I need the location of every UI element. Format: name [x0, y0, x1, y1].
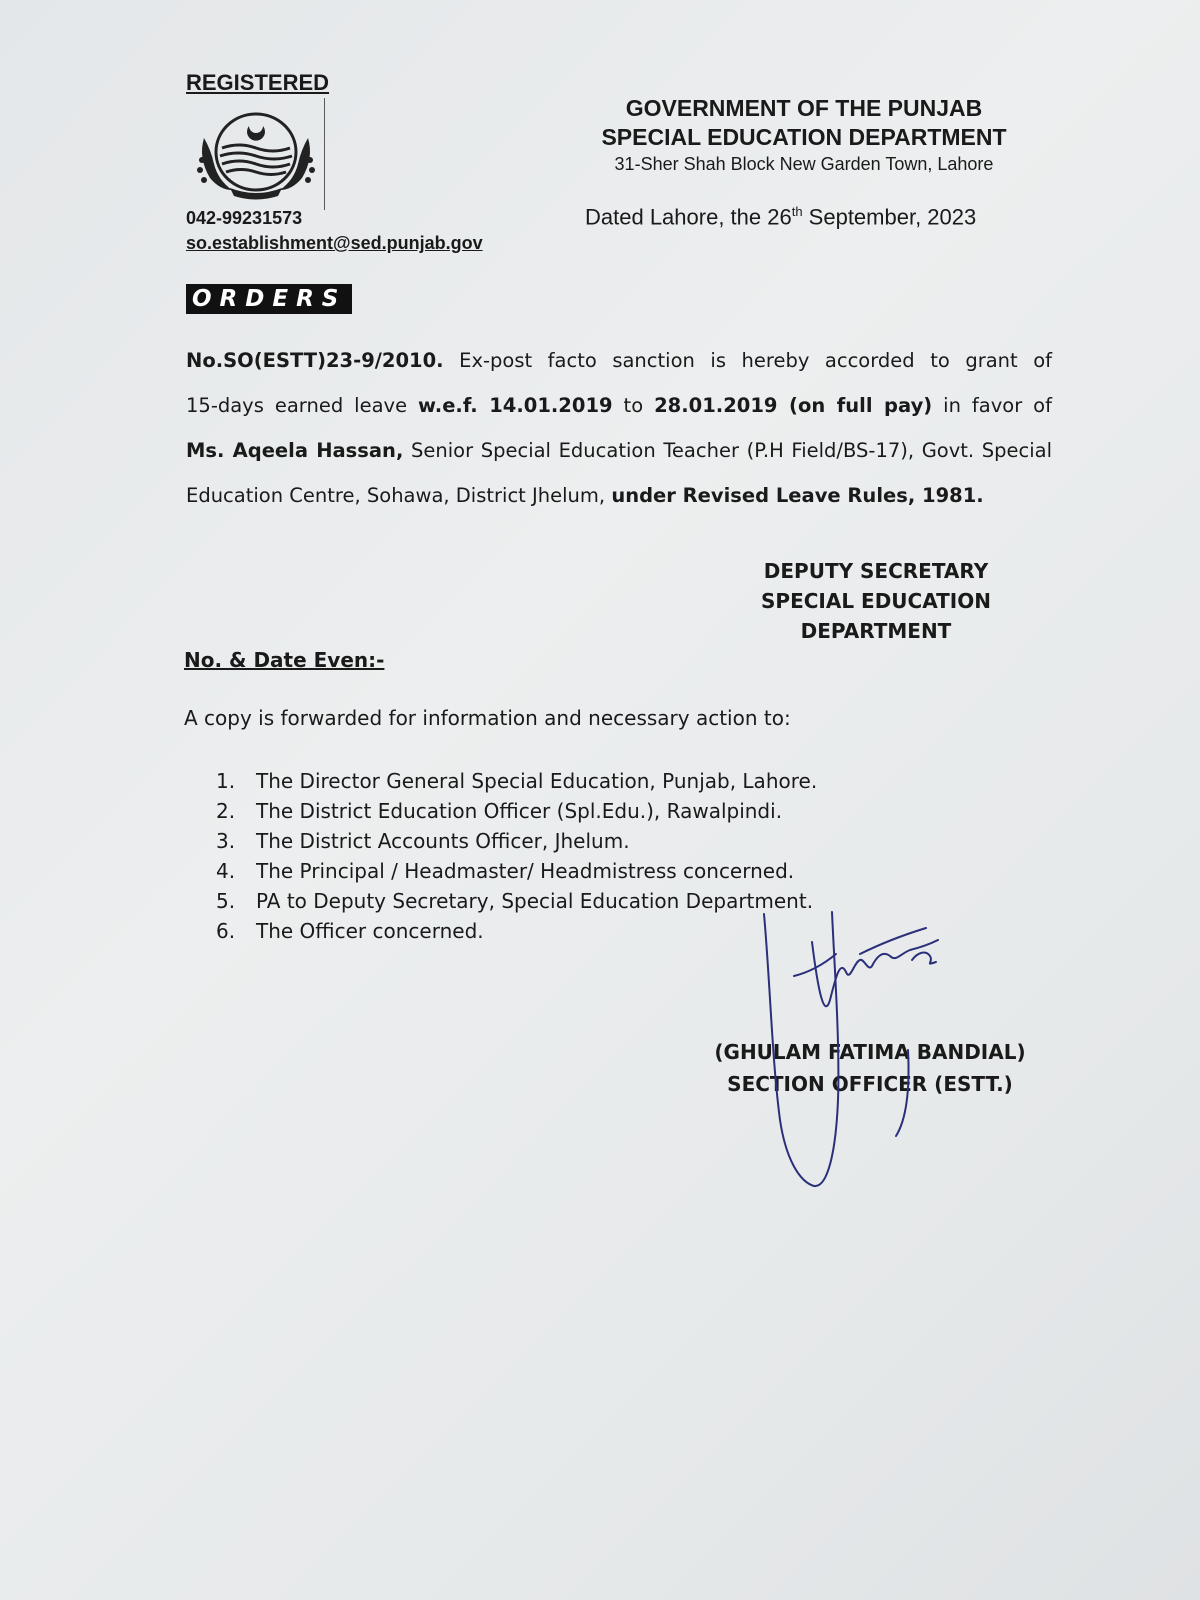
- list-number: 3.: [216, 829, 236, 853]
- dated-prefix: Dated Lahore, the 26: [585, 204, 792, 230]
- order-text-3: to: [612, 394, 655, 417]
- order-line-1: [186, 338, 1052, 383]
- list-item: [216, 766, 817, 796]
- phone-number: 042-99231573: [186, 208, 303, 228]
- department-heading: [574, 94, 1034, 176]
- designation-line-1: DEPUTY SECRETARY: [763, 559, 989, 583]
- list-number: 5.: [216, 889, 236, 913]
- order-text-4: in favor of: [932, 394, 1052, 417]
- list-item: [216, 856, 817, 886]
- list-number: 4.: [216, 859, 236, 883]
- forward-intro: A copy is forwarded for information and necessary action to:: [184, 706, 791, 730]
- list-text: The Principal / Headmaster/ Headmistress concerned.: [256, 859, 795, 883]
- dated-month-year: September, 2023: [802, 204, 977, 230]
- order-number: No.SO(ESTT)23-9/2010.: [186, 349, 444, 372]
- list-number: 2.: [216, 799, 236, 823]
- no-date-even-heading: No. & Date Even:-: [184, 648, 385, 672]
- order-paragraph: [186, 338, 1052, 518]
- designation-line-2: SPECIAL EDUCATION: [761, 589, 991, 613]
- list-text: The District Education Officer (Spl.Edu.), Rawalpindi.: [256, 799, 783, 823]
- list-text: The Officer concerned.: [256, 919, 484, 943]
- order-text-2: 15-days earned leave: [186, 394, 419, 417]
- dated-suffix-ordinal: th: [791, 204, 803, 219]
- gov-line-2: SPECIAL EDUCATION DEPARTMENT: [601, 124, 1007, 150]
- list-text: The District Accounts Officer, Jhelum.: [256, 829, 630, 853]
- gov-line-1: GOVERNMENT OF THE PUNJAB: [625, 95, 983, 121]
- header-divider: [324, 98, 325, 210]
- list-number: 6.: [216, 919, 236, 943]
- list-item: [216, 796, 817, 826]
- order-line-3: [186, 428, 1052, 473]
- punjab-emblem-icon: [194, 108, 318, 204]
- order-text-1: Ex-post facto sanction is hereby accorded to grant of: [443, 349, 1052, 372]
- dated-line: [585, 204, 976, 230]
- department-address: 31-Sher Shah Block New Garden Town, Lahore: [614, 154, 994, 174]
- list-number: 1.: [216, 769, 236, 793]
- employee-name: Ms. Aqeela Hassan,: [186, 439, 404, 462]
- distribution-list: [216, 766, 817, 946]
- order-from-date: w.e.f. 14.01.2019: [418, 394, 613, 417]
- list-text: PA to Deputy Secretary, Special Education Department.: [256, 889, 814, 913]
- list-item: [216, 886, 817, 916]
- order-line-4: [186, 473, 1052, 518]
- order-to-date: 28.01.2019 (on full pay): [654, 394, 933, 417]
- signatory-title: SECTION OFFICER (ESTT.): [727, 1072, 1013, 1096]
- leave-rules: under Revised Leave Rules, 1981.: [611, 484, 984, 507]
- order-text-5: Senior Special Education Teacher (P.H Field/BS-17), Govt. Special: [403, 439, 1053, 462]
- order-line-2: [186, 383, 1052, 428]
- email-address: so.establishment@sed.punjab.gov: [186, 233, 483, 253]
- signature-icon: [740, 900, 1000, 1200]
- list-item: [216, 916, 817, 946]
- list-text: The Director General Special Education, Punjab, Lahore.: [256, 769, 818, 793]
- signatory-name: (GHULAM FATIMA BANDIAL): [714, 1040, 1026, 1064]
- list-item: [216, 826, 817, 856]
- registered-label: REGISTERED: [186, 70, 330, 95]
- designation-line-3: DEPARTMENT: [800, 619, 952, 643]
- orders-heading: ORDERS: [186, 284, 352, 314]
- deputy-secretary-block: [760, 556, 992, 646]
- order-text-6: Education Centre, Sohawa, District Jhelum,: [186, 484, 612, 507]
